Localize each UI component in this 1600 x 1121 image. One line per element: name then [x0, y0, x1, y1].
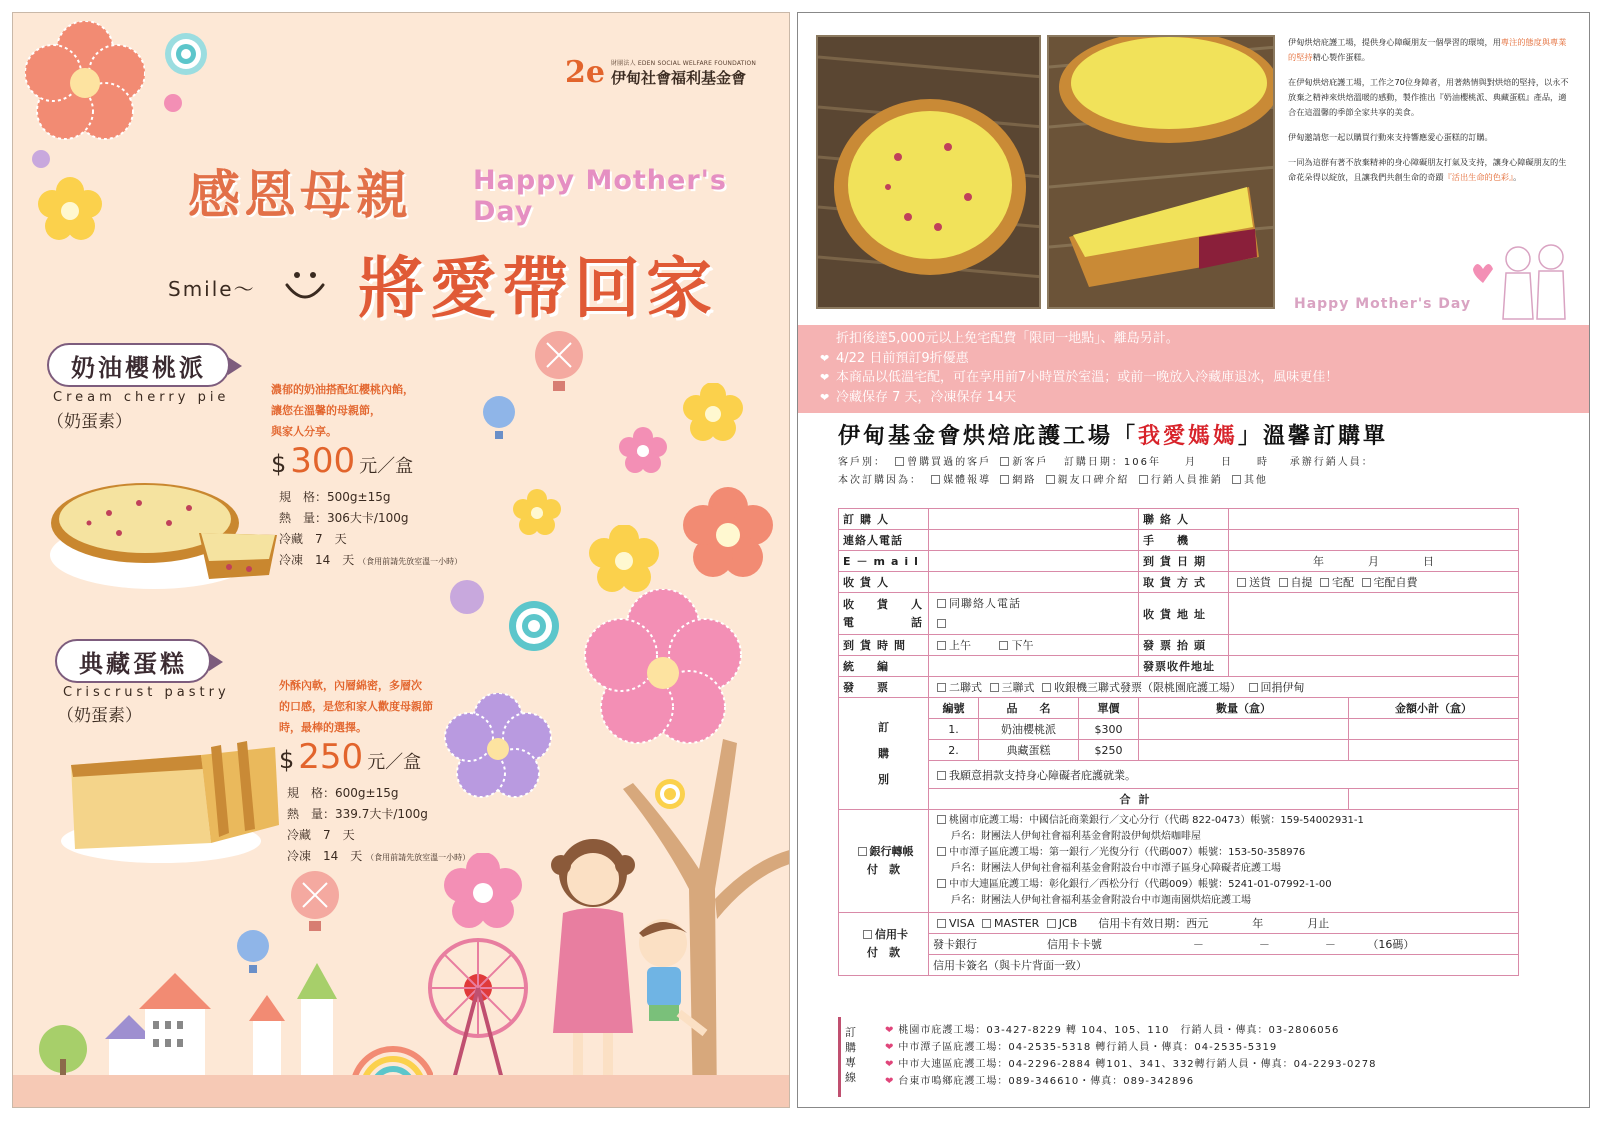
label-invoice-title: 發票抬頭 — [1139, 635, 1229, 656]
product-english-name: Criscrust pastry — [63, 685, 230, 700]
card-type-row: VISA MASTER JCB 信用卡有效日期：西元 年 月止 — [929, 913, 1519, 934]
intro-paragraph: 伊甸烘焙庇護工場，提供身心障礙朋友一個學習的環境，用專注的態度與專業的堅持精心製作蛋糕。 — [1288, 37, 1567, 62]
col-header-name: 品 名 — [979, 698, 1079, 719]
label-tax-id: 統 編 — [839, 656, 929, 677]
checkbox-invoice-duplicate[interactable] — [937, 683, 946, 692]
label-total: 合計 — [929, 789, 1349, 810]
item-qty-field[interactable] — [1139, 740, 1349, 761]
item-price: $250 — [1079, 740, 1139, 761]
headline-thanks-mother: 感恩母親 — [188, 166, 413, 226]
checkbox-pickup-self[interactable] — [1279, 578, 1288, 587]
checkbox-reason-media[interactable] — [931, 475, 940, 484]
smiley-face-icon — [281, 261, 329, 305]
label-buyer: 訂購人 — [839, 509, 929, 530]
notice-line: 折扣後達5,000元以上免宅配費「限同一地點」、離島另計。 — [836, 331, 1179, 346]
label-contact: 聯絡人 — [1139, 509, 1229, 530]
dot-decoration — [31, 149, 51, 169]
happy-mothers-day-text: Happy Mother's Day — [1294, 296, 1472, 312]
card-number-row: 發卡銀行 信用卡卡號 － － － （16碼） — [929, 934, 1519, 955]
invoice-address-field[interactable] — [1229, 656, 1519, 677]
contact-phone-field[interactable] — [929, 530, 1139, 551]
product-description: 外酥內軟，內層綿密，多層次 的口感，是您和家人歡度母親節 時，最棒的選擇。 — [279, 679, 433, 734]
label-pickup: 取貨方式 — [1139, 572, 1229, 593]
intro-paragraphs — [1288, 35, 1570, 195]
mobile-field[interactable] — [1229, 530, 1519, 551]
heart-bullet-icon: ❤ — [885, 1076, 895, 1087]
hotline-line: ❤ 中市大連區庇護工場：04-2296-2884 轉101、341、332轉行銷人員・傳真：04-2293-0278 — [885, 1059, 1377, 1070]
label-email: E－mail — [839, 551, 929, 572]
product-specs: 規 格：600g±15g 熱 量：339.7大卡/100g 冷藏 7 天 冷凍 14 天 （食用前請先放室溫一小時） — [287, 786, 471, 863]
checkbox-visa[interactable] — [937, 919, 946, 928]
checkbox-new-customer[interactable] — [1000, 457, 1009, 466]
label-arrive-date: 到貨日期 — [1139, 551, 1229, 572]
item-subtotal-field[interactable] — [1349, 719, 1519, 740]
bank-accounts: 桃園市庇護工場：中國信託商業銀行／文心分行（代碼 822-0473）帳號：159-54002931-1 戶名：財團法人伊甸社會福利基金會附設伊甸烘焙咖啡屋 中市潭子區庇護工場：第一銀行／光復分行（代碼007）帳號：153-50-358976 戶名：財團法人伊甸社會福利基金會附設台中市潭子區身心障礙者庇護工場 中市大連區庇護工場：彰化銀行／西松分行（代碼009）帳號：5241-01-07992-1-00 戶名：財團法人伊甸社會福利基金會附設台中市迦南園烘焙庇護工場 — [929, 810, 1519, 913]
checkbox-reason-internet[interactable] — [1000, 475, 1009, 484]
table-row — [839, 719, 1519, 740]
notice-banner — [797, 325, 1590, 413]
order-form-title: 伊甸基金會烘焙庇護工場「我愛媽媽」溫馨訂購單 — [838, 423, 1389, 449]
order-reason-row: 本次訂購因為： 媒體報導 網路 親友口碑介紹 行銷人員推銷 其他 — [838, 475, 1268, 486]
flower-decoration — [443, 853, 523, 933]
checkbox-reason-salesperson[interactable] — [1139, 475, 1148, 484]
ferris-wheel-illustration — [423, 933, 533, 1083]
order-form-sheet — [797, 12, 1590, 1108]
balloon-decoration — [533, 329, 585, 399]
invoice-options: 二聯式 三聯式 收銀機三聯式發票（限桃園庇護工場） 回捐伊甸 — [929, 677, 1519, 698]
col-header-qty: 數量（盒） — [1139, 698, 1349, 719]
target-circle-decoration — [163, 31, 209, 77]
checkbox-pickup-home[interactable] — [1320, 578, 1329, 587]
pie-photo-whole — [816, 35, 1041, 309]
heart-bullet-icon: ❤ — [820, 351, 830, 365]
product-specs: 規 格：500g±15g 熱 量：306大卡/100g 冷藏 7 天 冷凍 14 天 （食用前請先放室溫一小時） — [279, 490, 463, 567]
checkbox-invoice-register[interactable] — [1042, 683, 1051, 692]
heart-bullet-icon: ❤ — [885, 1042, 895, 1053]
label-contact-phone: 連絡人電話 — [839, 530, 929, 551]
item-no: 2. — [929, 740, 979, 761]
invoice-title-field[interactable] — [1229, 635, 1519, 656]
label-items: 訂 購 別 — [839, 698, 929, 810]
checkbox-bank-taoyuan[interactable] — [937, 815, 946, 824]
checkbox-master[interactable] — [982, 919, 991, 928]
label-bank-transfer: 銀行轉帳 付 款 — [839, 810, 929, 913]
checkbox-credit-card[interactable] — [863, 930, 872, 939]
buyer-field[interactable] — [929, 509, 1139, 530]
flyer-bottom-band — [13, 1075, 789, 1107]
balloon-decoration — [289, 869, 341, 941]
town-houses-illustration — [13, 959, 433, 1089]
criscrust-pastry-cake-image — [61, 725, 283, 865]
flower-decoration — [619, 427, 667, 475]
label-invoice: 發 票 — [839, 677, 929, 698]
checkbox-reason-other[interactable] — [1232, 475, 1241, 484]
receiver-field[interactable] — [929, 572, 1139, 593]
logo-mark: 2e — [565, 55, 605, 90]
heart-bullet-icon: ❤ — [885, 1059, 895, 1070]
checkbox-bank-dalian[interactable] — [937, 879, 946, 888]
total-field[interactable] — [1349, 789, 1519, 810]
balloon-decoration — [481, 395, 517, 445]
address-field[interactable] — [1229, 593, 1519, 635]
pie-photo-slice — [1047, 35, 1275, 309]
flower-decoration — [683, 383, 743, 443]
product-diet-type: （奶蛋素） — [47, 412, 132, 432]
mother-child-illustration — [533, 833, 713, 1093]
headline-happy-mothers-day: Happy Mother's Day — [473, 165, 727, 227]
logo-english-name: 財團法人 EDEN SOCIAL WELFARE FOUNDATION — [610, 59, 757, 67]
target-circle-decoration — [507, 599, 561, 653]
label-mobile: 手 機 — [1139, 530, 1229, 551]
notice-line: ❤ 冷藏保存 7 天，冷凍保存 14天 — [836, 388, 1590, 408]
smile-text: Smile～ — [168, 277, 256, 301]
col-header-subtotal: 金額小計（盒） — [1349, 698, 1519, 719]
checkbox-donate[interactable] — [937, 771, 946, 780]
label-arrive-time: 到貨時間 — [839, 635, 929, 656]
hotline-label: 訂購專線 — [845, 1026, 856, 1084]
flower-decoration — [513, 489, 561, 537]
product-price: $ 300 元／盒 — [271, 441, 414, 481]
heart-bullet-icon: ❤ — [885, 1025, 895, 1036]
pie-photo-whole-image — [818, 37, 1041, 309]
email-field[interactable] — [929, 551, 1139, 572]
customer-type-row: 客戶別： 曾購買過的客戶 新客戶 訂購日期：106年 月 日 時 承辦行銷人員： — [838, 457, 1374, 468]
item-name: 典藏蛋糕 — [979, 740, 1079, 761]
pickup-options: 送貨 自提 宅配 宅配自費 — [1229, 572, 1519, 593]
order-form-table — [838, 508, 1519, 976]
heart-bullet-icon: ❤ — [820, 371, 830, 384]
item-subtotal-field[interactable] — [1349, 740, 1519, 761]
item-price: $300 — [1079, 719, 1139, 740]
checkbox-pickup-delivery[interactable] — [1237, 578, 1246, 587]
flower-decoration-yellow — [37, 177, 103, 243]
flower-decoration — [681, 487, 775, 581]
intro-paragraph: 一同為這群有著不放棄精神的身心障礙朋友打氣及支持，讓身心障礙朋友的生命花朵得以綻放，且讓我們共創生命的奇蹟『活出生命的色彩』。 — [1288, 157, 1567, 182]
checkbox-bank-transfer[interactable] — [858, 847, 867, 856]
eden-foundation-logo — [565, 55, 756, 90]
polka-flower-decoration-purple — [443, 693, 553, 803]
col-header-no: 編號 — [929, 698, 979, 719]
checkbox-other-phone[interactable] — [937, 619, 946, 628]
intro-paragraph: 在伊甸烘焙庇護工場，工作之70位身障者，用著熱情與對烘焙的堅持，以永不放棄之精神來烘焙溫暖的感動，製作推出『奶油櫻桃派、典藏蛋糕』產品，適合在這溫馨的季節全家共享的美食。 — [1288, 77, 1569, 117]
product-price: $ 250 元／盒 — [279, 737, 422, 777]
flower-decoration — [589, 525, 659, 595]
checkbox-reason-word-of-mouth[interactable] — [1046, 475, 1055, 484]
label-receiver: 收貨人 — [839, 572, 929, 593]
pie-photo-slice-image — [1049, 37, 1275, 309]
label-receiver-phone: 收 貨 人 電 話 — [839, 593, 929, 635]
card-signature-row[interactable]: 信用卡簽名（與卡片背面一致） — [929, 955, 1519, 976]
couple-illustration — [1463, 239, 1573, 321]
checkbox-invoice-donate[interactable] — [1249, 683, 1258, 692]
checkbox-invoice-triplicate[interactable] — [990, 683, 999, 692]
item-name: 奶油櫻桃派 — [979, 719, 1079, 740]
product-description: 濃郁的奶油搭配紅櫻桃內餡， 讓您在溫馨的母親節， 與家人分享。 — [271, 383, 414, 438]
item-qty-field[interactable] — [1139, 719, 1349, 740]
product-diet-type: （奶蛋素） — [57, 706, 142, 726]
hotline-line: ❤ 中市潭子區庇護工場：04-2535-5318 轉行銷人員・傳真：04-2535-5319 — [885, 1042, 1278, 1053]
label-address: 收貨地址 — [1139, 593, 1229, 635]
label-invoice-address: 發票收件地址 — [1139, 656, 1229, 677]
heart-bullet-icon: ❤ — [820, 390, 830, 404]
flower-decoration-pink — [25, 21, 145, 141]
hotline-line: ❤ 桃園市庇護工場：03-427-8229 轉 104、105、110 行銷人員・傳真：03-2806056 — [885, 1025, 1340, 1036]
checkbox-pm[interactable] — [999, 641, 1008, 650]
notice-line: ❤ 本商品以低溫宅配，可在享用前7小時置於室溫；或前一晚放入冷藏庫退冰，風味更佳！ — [836, 368, 1590, 388]
arrive-time-options: 上午 下午 — [929, 635, 1139, 656]
checkbox-returning-customer[interactable] — [895, 457, 904, 466]
label-credit-card: 信用卡 付 款 — [839, 913, 929, 976]
item-no: 1. — [929, 719, 979, 740]
checkbox-same-as-contact[interactable] — [937, 599, 946, 608]
checkbox-bank-tanzi[interactable] — [937, 847, 946, 856]
checkbox-am[interactable] — [937, 641, 946, 650]
dot-decoration — [449, 579, 485, 615]
checkbox-jcb[interactable] — [1047, 919, 1056, 928]
table-row — [839, 740, 1519, 761]
arrive-date-field[interactable]: 年 月 日 — [1229, 551, 1519, 572]
order-hotlines — [838, 1017, 1518, 1097]
headline-bring-love-home: 將愛帶回家 — [358, 250, 718, 327]
polka-flower-decoration-pink — [583, 589, 743, 749]
product-tag-cream-cherry-pie: 奶油櫻桃派 — [47, 343, 230, 387]
contact-field[interactable] — [1229, 509, 1519, 530]
dot-decoration — [163, 93, 183, 113]
cream-cherry-pie-image — [49, 463, 281, 593]
donation-row: 我願意捐款支持身心障礙者庇護就業。 — [929, 761, 1519, 789]
checkbox-pickup-home-paid[interactable] — [1362, 578, 1371, 587]
product-english-name: Cream cherry pie — [53, 390, 230, 405]
tax-id-field[interactable] — [929, 656, 1139, 677]
product-tag-criscrust-pastry: 典藏蛋糕 — [55, 639, 211, 683]
mothers-day-flyer — [12, 12, 790, 1108]
hotline-line: ❤ 台東市鳴鄉庇護工場：089-346610・傳真：089-342896 — [885, 1076, 1195, 1087]
intro-paragraph: 伊甸邀請您一起以購買行動來支持響應愛心蛋糕的訂購。 — [1288, 132, 1493, 142]
col-header-price: 單價 — [1079, 698, 1139, 719]
logo-chinese-name: 伊甸社會福利基金會 — [610, 68, 746, 87]
receiver-phone-field[interactable]: 同聯絡人電話 — [929, 593, 1139, 635]
notice-line: ❤ 4/22 日前預訂9折優惠 — [836, 349, 1590, 369]
